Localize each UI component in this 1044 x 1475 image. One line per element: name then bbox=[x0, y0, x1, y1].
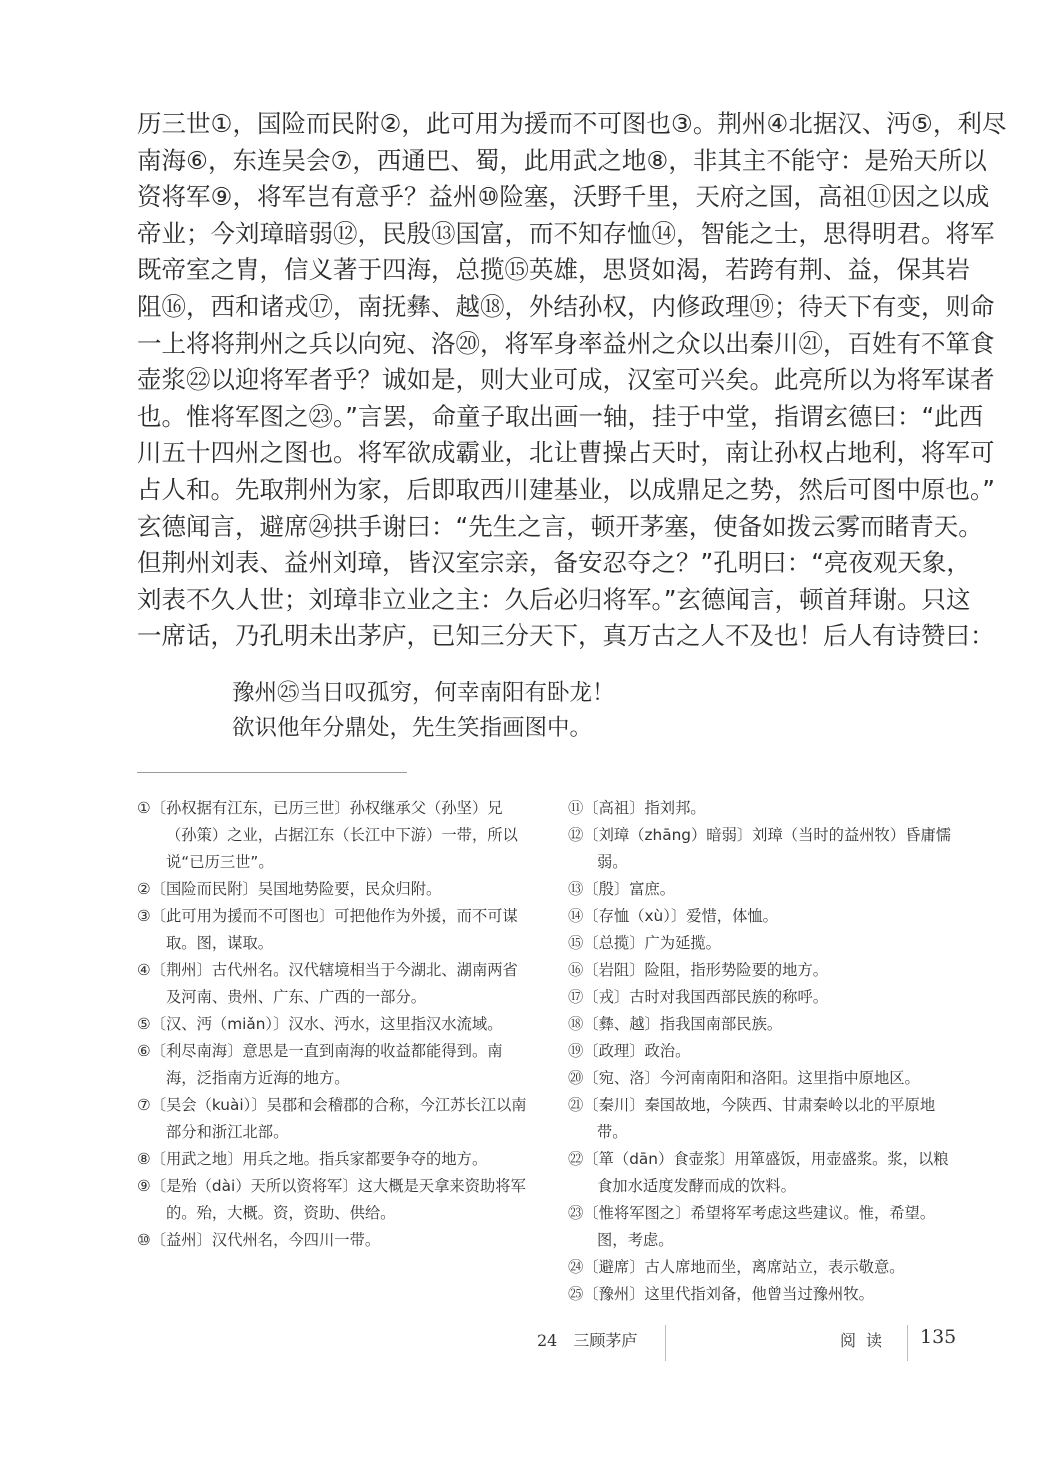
footnote: ㉑〔秦川〕秦国故地，今陕西、甘肃秦岭以北的平原地带。 bbox=[568, 1096, 936, 1141]
footnote: ⑫〔刘璋（zhāng）暗弱〕刘璋（当时的益州牧）昏庸懦弱。 bbox=[568, 826, 952, 871]
text-line: 壶浆㉒以迎将军者乎？诚如是，则大业可成，汉室可兴矣。此亮所以为将军谋者 bbox=[137, 365, 995, 395]
text-line: 既帝室之胄，信义著于四海，总揽⑮英雄，思贤如渴，若跨有荆、益，保其岩 bbox=[137, 255, 970, 285]
footnote: ⑭〔存恤（xù）〕爱惜，体恤。 bbox=[568, 907, 778, 925]
text-line: 玄德闻言，避席㉔拱手谢曰：“先生之言，顿开茅塞，使备如拨云雾而睹青天。 bbox=[137, 511, 983, 541]
footnote: ③〔此可用为援而不可图也〕可把他作为外援，而不可谋取。图，谋取。 bbox=[137, 907, 518, 952]
poem bbox=[232, 676, 615, 746]
footnote: ①〔孙权据有江东，已历三世〕孙权继承父（孙坚）兄（孙策）之业，占据江东（长江中下游）一带，所以说“已历三世”。 bbox=[137, 799, 518, 871]
poem-line: 欲识他年分鼎处，先生笑指画图中。 bbox=[232, 715, 593, 741]
footnote: ⑦〔吴会（kuài）〕吴郡和会稽郡的合称，今江苏长江以南部分和浙江北部。 bbox=[137, 1096, 527, 1141]
footnote: ⑨〔是殆（dài）天所以资将军〕这大概是天拿来资助将军的。殆，大概。资，资助、供给。 bbox=[137, 1177, 526, 1222]
text-line: 川五十四州之图也。将军欲成霸业，北让曹操占天时，南让孙权占地利，将军可 bbox=[137, 438, 995, 468]
footnote: ⑲〔政理〕政治。 bbox=[568, 1042, 691, 1060]
footnote: ⑩〔益州〕汉代州名，今四川一带。 bbox=[137, 1231, 381, 1249]
footnote: ④〔荆州〕古代州名。汉代辖境相当于今湖北、湖南两省及河南、贵州、广东、广西的一部分。 bbox=[137, 961, 518, 1006]
page-footer bbox=[0, 1325, 1044, 1365]
chapter-title: 24 三顾茅庐 bbox=[537, 1331, 638, 1350]
footnote: ②〔国险而民附〕吴国地势险要，民众归附。 bbox=[137, 880, 442, 898]
text-line: 资将军⑨，将军岂有意乎？益州⑩险塞，沃野千里，天府之国，高祖⑪因之以成 bbox=[137, 182, 990, 212]
text-line: 但荆州刘表、益州刘璋，皆汉室宗亲，备安忍夺之？”孔明曰：“亮夜观天象， bbox=[137, 548, 971, 578]
text-line: 一上将将荆州之兵以向宛、洛⑳，将军身率益州之众以出秦川㉑，百姓有不箪食 bbox=[137, 328, 995, 358]
footnote: ㉓〔惟将军图之〕希望将军考虑这些建议。惟，希望。图，考虑。 bbox=[568, 1204, 936, 1249]
footnote: ㉔〔避席〕古人席地而坐，离席站立，表示敬意。 bbox=[568, 1258, 905, 1276]
poem-line: 豫州㉕当日叹孤穷，何幸南阳有卧龙！ bbox=[232, 680, 615, 706]
text-line: 帝业；今刘璋暗弱⑫，民殷⑬国富，而不知存恤⑭，智能之士，思得明君。将军 bbox=[137, 218, 995, 248]
text-line: 历三世①，国险而民附②，此可用为援而不可图也③。荆州④北据汉、沔⑤，利尽 bbox=[137, 109, 1007, 138]
footnote: ㉕〔豫州〕这里代指刘备，他曾当过豫州牧。 bbox=[568, 1285, 874, 1303]
footnote: ⑬〔殷〕富庶。 bbox=[568, 880, 676, 898]
text-line: 阻⑯，西和诸戎⑰，南抚彝、越⑱，外结孙权，内修政理⑲；待天下有变，则命 bbox=[137, 291, 995, 321]
footnote: ⑱〔彝、越〕指我国南部民族。 bbox=[568, 1015, 783, 1033]
text-line: 刘表不久人世；刘璋非立业之主：久后必归将军。”玄德闻言，顿首拜谢。只这 bbox=[137, 584, 971, 614]
footnote: ⑰〔戎〕古时对我国西部民族的称呼。 bbox=[568, 988, 829, 1006]
footer-divider bbox=[907, 1325, 908, 1361]
footnote-divider bbox=[137, 772, 407, 773]
footnote: ⑳〔宛、洛〕今河南南阳和洛阳。这里指中原地区。 bbox=[568, 1069, 920, 1087]
footnote: ⑮〔总揽〕广为延揽。 bbox=[568, 934, 721, 952]
text-line: 也。惟将军图之㉓。”言罢，命童子取出画一轴，挂于中堂，指谓玄德曰：“此西 bbox=[137, 401, 984, 431]
footnote: ⑤〔汉、沔（miǎn）〕汉水、沔水，这里指汉水流域。 bbox=[137, 1015, 503, 1033]
text-line: 南海⑥，东连吴会⑦，西通巴、蜀，此用武之地⑧，非其主不能守：是殆天所以 bbox=[137, 145, 987, 175]
footnote: ⑯〔岩阻〕险阻，指形势险要的地方。 bbox=[568, 961, 829, 979]
main-text bbox=[137, 106, 1007, 655]
footer-divider bbox=[665, 1325, 666, 1361]
footnotes-left-column bbox=[137, 795, 527, 1254]
section-label: 阅读 bbox=[840, 1331, 893, 1350]
text-line: 占人和。先取荆州为家，后即取西川建基业，以成鼎足之势，然后可图中原也。” bbox=[137, 474, 995, 504]
footnote: ㉒〔箪（dān）食壶浆〕用箪盛饭，用壶盛浆。浆，以粮食加水适度发酵而成的饮料。 bbox=[568, 1150, 949, 1195]
text-line: 一席话，乃孔明未出茅庐，已知三分天下，真万古之人不及也！后人有诗赞曰： bbox=[137, 621, 995, 651]
footnote: ⑧〔用武之地〕用兵之地。指兵家都要争夺的地方。 bbox=[137, 1150, 488, 1168]
footnote: ⑪〔高祖〕指刘邦。 bbox=[568, 799, 706, 817]
page-number: 135 bbox=[920, 1326, 957, 1348]
footnotes-right-column bbox=[568, 795, 960, 1308]
footnote: ⑥〔利尽南海〕意思是一直到南海的收益都能得到。南海，泛指南方近海的地方。 bbox=[137, 1042, 503, 1087]
